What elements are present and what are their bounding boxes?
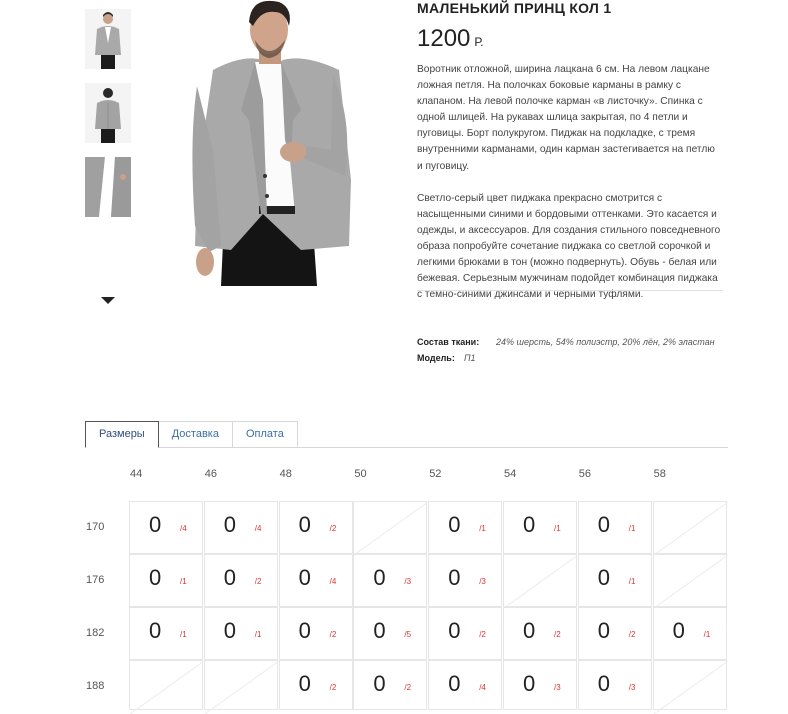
size-cell[interactable]	[578, 607, 652, 660]
size-cell-available: /2	[329, 524, 337, 533]
size-cell-available: /1	[554, 524, 561, 533]
product-description	[417, 62, 722, 319]
size-cell-unavailable	[129, 660, 203, 710]
size-cell-available: /5	[404, 630, 412, 639]
size-row-header: 182	[86, 627, 105, 639]
fabric-label: Состав ткани:	[417, 337, 480, 347]
size-cell[interactable]	[503, 660, 577, 710]
size-cell-unavailable	[653, 660, 727, 710]
unavailable-strike-icon	[654, 661, 728, 714]
size-cell-available: /4	[254, 524, 262, 533]
size-cell-available: /2	[404, 683, 412, 692]
unavailable-strike-icon	[504, 555, 578, 608]
size-column-header: 46	[204, 468, 218, 480]
price-currency: Р.	[474, 35, 484, 49]
size-cell[interactable]	[578, 660, 652, 710]
size-cell-available: /1	[180, 630, 187, 639]
main-product-photo	[183, 0, 373, 286]
price-value: 1200	[417, 25, 471, 52]
size-cell-count: 0	[597, 671, 611, 696]
model-spec	[417, 353, 476, 363]
size-cell-unavailable	[353, 501, 427, 554]
fabric-spec	[417, 337, 715, 347]
size-row-header: 176	[86, 574, 105, 586]
product-title: МАЛЕНЬКИЙ ПРИНЦ КОЛ 1	[417, 0, 612, 16]
size-cell-available: /1	[254, 630, 262, 639]
size-column-header: 56	[578, 468, 592, 480]
size-cell-available: /2	[628, 630, 636, 639]
size-cell[interactable]	[428, 501, 502, 554]
size-column-header: 50	[354, 468, 367, 480]
size-column-header: 58	[653, 468, 666, 480]
size-cell-available: /1	[479, 524, 486, 533]
product-price	[417, 25, 483, 53]
size-cell[interactable]	[428, 554, 502, 607]
size-cell-available: /3	[554, 683, 561, 692]
size-cell-count: 0	[672, 618, 685, 643]
size-cell-count: 0	[448, 512, 461, 537]
unavailable-strike-icon	[654, 502, 728, 555]
size-row-header: 188	[86, 680, 105, 692]
size-cell[interactable]	[279, 501, 353, 554]
description-paragraph: Светло-серый цвет пиджака прекрасно смотрится с насыщенными синими и бордовыми оттенками. Это касается и одежды, и аксессуаров. Для создания стильного повседневного образа попробуйте сочетание пиджака со светлой сорочкой и легкими брюками в тон (можно подвернуть). Обувь - белая или бежевая. Серьезным мужчинам подойдет комбинация пиджака с темно-синими джинсами и черными туфлями.	[417, 192, 721, 301]
size-cell-count: 0	[149, 618, 162, 643]
size-row-header: 170	[86, 521, 105, 533]
thumbnail-front[interactable]	[85, 9, 131, 69]
man-in-jacket-image	[183, 0, 373, 286]
size-cell[interactable]	[653, 607, 727, 660]
size-cell-available: /4	[180, 524, 187, 533]
tab-sizes[interactable]: Размеры	[85, 421, 159, 448]
info-tabs	[85, 421, 298, 447]
size-cell-available: /2	[329, 630, 337, 639]
size-cell-available: /4	[329, 577, 337, 586]
size-column-header: 44	[130, 468, 143, 480]
size-cell-count: 0	[223, 618, 237, 643]
tabs-divider	[85, 447, 728, 448]
model-label: Модель:	[417, 353, 455, 363]
size-cell[interactable]	[353, 554, 427, 607]
size-cell[interactable]	[129, 554, 203, 607]
unavailable-strike-icon	[130, 661, 204, 714]
size-cell-available: /3	[479, 577, 486, 586]
thumbnail-detail[interactable]	[85, 157, 131, 217]
size-cell-count: 0	[149, 512, 162, 537]
thumbnail-back[interactable]	[85, 83, 131, 143]
size-cell[interactable]	[503, 501, 577, 554]
size-cell-available: /2	[554, 630, 561, 639]
unavailable-strike-icon	[654, 555, 728, 608]
size-cell-count: 0	[597, 565, 611, 590]
size-cell-available: /3	[404, 577, 412, 586]
size-cell-count: 0	[523, 671, 536, 696]
size-cell-count: 0	[298, 565, 311, 590]
size-cell[interactable]	[279, 607, 353, 660]
man-jacket-back-image	[85, 83, 131, 143]
size-cell-count: 0	[597, 618, 611, 643]
size-cell[interactable]	[204, 607, 278, 660]
size-cell-count: 0	[448, 565, 461, 590]
description-paragraph: Воротник отложной, ширина лацкана 6 см. На левом лацкане ложная петля. На полочках боковые карманы в рамку с клапаном. На левой полочке карман «в листочку». Спинка с одной шлицей. На рукавах шлица закрытая, по 4 петли и пуговицы. Борт полукругом. Пиджак на подкладке, с тремя внутренними карманами, один карман застегивается на петлю и пуговицу.	[417, 64, 715, 172]
size-cell[interactable]	[129, 501, 203, 554]
size-cell-available: /2	[254, 577, 262, 586]
size-cell-count: 0	[223, 512, 237, 537]
fabric-value: 24% шерсть, 54% полиэстр, 20% лён, 2% эластан	[496, 337, 715, 347]
size-cell-count: 0	[298, 618, 311, 643]
size-cell-available: /2	[329, 683, 337, 692]
size-column-header: 52	[429, 468, 442, 480]
unavailable-strike-icon	[205, 661, 279, 714]
size-cell[interactable]	[279, 554, 353, 607]
tab-delivery[interactable]: Доставка	[159, 421, 233, 448]
info-divider	[417, 290, 723, 291]
size-cell-count: 0	[373, 565, 386, 590]
size-cell-count: 0	[448, 671, 461, 696]
size-cell[interactable]	[353, 607, 427, 660]
size-cell-unavailable	[503, 554, 577, 607]
size-column-header: 48	[279, 468, 292, 480]
size-cell-count: 0	[149, 565, 162, 590]
size-cell-unavailable	[653, 501, 727, 554]
size-cell-available: /2	[479, 630, 486, 639]
size-cell[interactable]	[578, 554, 652, 607]
size-cell[interactable]	[129, 607, 203, 660]
size-cell-available: /1	[628, 524, 636, 533]
model-value: П1	[464, 353, 476, 363]
size-cell-count: 0	[523, 512, 536, 537]
size-cell-count: 0	[523, 618, 536, 643]
size-cell-available: /4	[479, 683, 486, 692]
size-cell[interactable]	[353, 660, 427, 710]
size-cell[interactable]	[428, 660, 502, 710]
size-cell[interactable]	[279, 660, 353, 710]
size-cell[interactable]	[428, 607, 502, 660]
size-cell[interactable]	[204, 554, 278, 607]
size-cell[interactable]	[204, 501, 278, 554]
thumbnails-next-arrow-icon[interactable]	[101, 297, 115, 304]
size-cell-count: 0	[597, 512, 611, 537]
size-cell-count: 0	[373, 671, 386, 696]
man-jacket-detail-image	[85, 157, 131, 217]
size-cell[interactable]	[578, 501, 652, 554]
size-column-header: 54	[504, 468, 517, 480]
unavailable-strike-icon	[354, 502, 428, 555]
size-cell-count: 0	[223, 565, 237, 590]
size-cell-count: 0	[448, 618, 461, 643]
size-cell-available: /3	[628, 683, 636, 692]
size-cell-count: 0	[298, 512, 311, 537]
size-cell-available: /1	[628, 577, 636, 586]
size-cell-count: 0	[373, 618, 386, 643]
man-jacket-front-image	[85, 9, 131, 69]
size-cell-count: 0	[298, 671, 311, 696]
size-cell-available: /1	[180, 577, 187, 586]
tab-payment[interactable]: Оплата	[233, 421, 298, 448]
size-cell[interactable]	[503, 607, 577, 660]
size-cell-available: /1	[703, 630, 711, 639]
size-cell-unavailable	[204, 660, 278, 710]
size-cell-unavailable	[653, 554, 727, 607]
